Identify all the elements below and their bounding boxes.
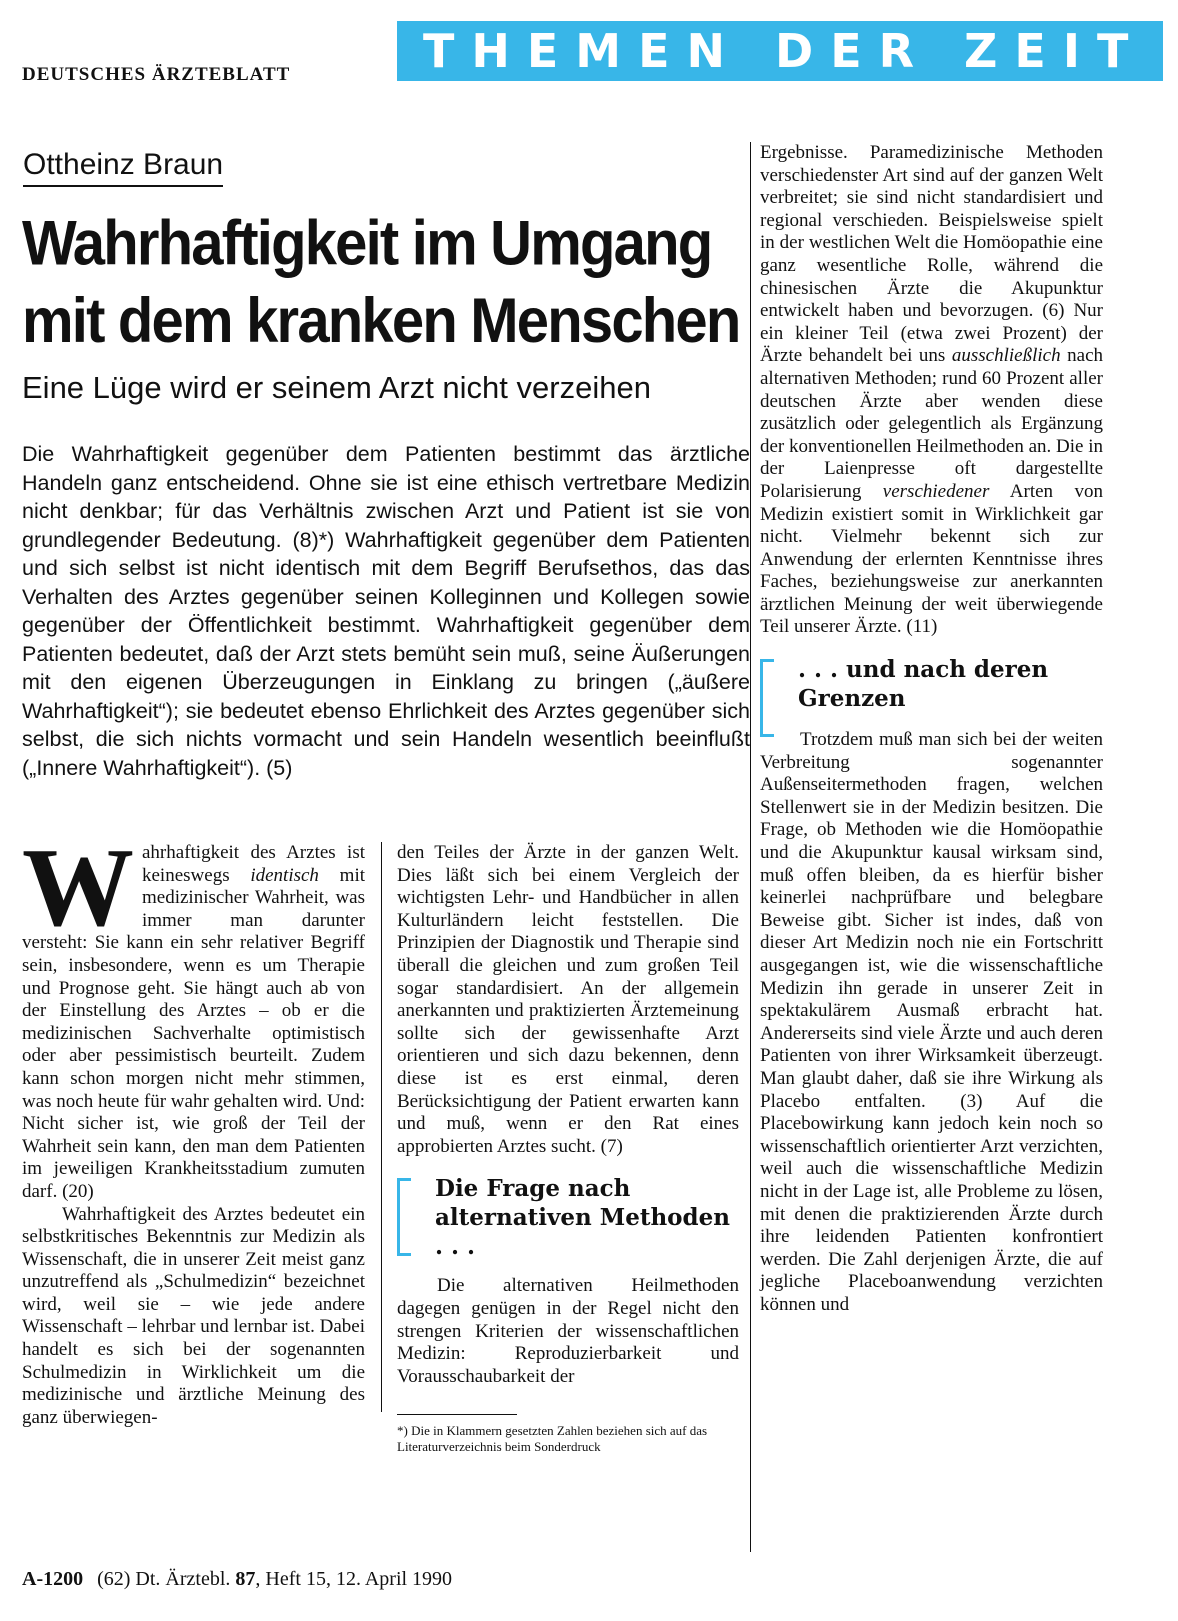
article-title (22, 205, 752, 361)
section-heading: Die Frage nach alternativen Methoden . . . (435, 1175, 730, 1261)
section-banner: THEMEN DER ZEIT (397, 21, 1163, 81)
article-subtitle: Eine Lüge wird er seinem Arzt nicht verzeihen (22, 370, 651, 405)
heading-bracket-icon (760, 659, 774, 737)
section-heading: . . . und nach deren Grenzen (798, 656, 1049, 713)
column-divider (381, 842, 382, 1412)
volume-number: 87 (235, 1568, 256, 1590)
column-divider (750, 142, 751, 1552)
citation-issue: , Heft 15, 12. April 1990 (255, 1568, 453, 1590)
text-run: Ergebnisse. Paramedizinische Methoden verschiedenster Art sind auf der ganzen Welt verbreitet; sie sind nicht standardisiert und regional verschieden. Beispielsweise spielt in der westlichen Welt die Homöopathie eine ganz wesentliche Rolle, während die chinesischen Ärzte die Akupunktur entwickelt haben und bevorzugen. (6) Nur ein kleiner Teil (etwa zwei Prozent) der Ärzte behandelt bei uns (760, 142, 1103, 367)
paragraph: Wahrhaftigkeit des Arztes bedeutet ein selbstkritisches Bekenntnis zur Medizin als Wissenschaft, die in unserer Zeit meist ganz unzutreffend als „Schulmedizin“ bezeichnet wird, weil sie – wie jede andere Wissenschaft – lehrbar und lernbar ist. Dabei handelt es sich bei der sogenannten Schulmedizin in Wirklichkeit um die medizinische und ärztliche Meinung des ganz überwiegen- (22, 1203, 365, 1428)
emphasis: ausschließlich (951, 345, 1061, 367)
emphasis: verschiedener (882, 480, 990, 502)
section-heading-block (397, 1174, 739, 1261)
footnote: *) Die in Klammern gesetzten Zahlen beziehen sich auf das Literaturverzeichnis beim Sonderdruck (397, 1423, 708, 1455)
body-column-2 (397, 842, 739, 1455)
footnote-rule (397, 1414, 517, 1415)
paragraph (22, 826, 366, 1204)
text-run: mit medizinischer Wahrheit, was immer man darunter versteht: Sie kann ein sehr relativer Begriff sein, insbesondere, wenn es um Therapie und Prognose geht. Sie hängt auch ab von der Einstellung des Arztes – ob er die medizinischen Sachverhalte optimistisch oder aber pessimistisch beurteilt. Zudem kann schon morgen nicht mehr stimmen, was noch heute für wahr gehalten wird. Und: Nicht sicher ist, wie groß der Teil der Wahrheit sein kann, den man dem Patienten im jeweiligen Krankheitsstadium zumuten darf. (20) (22, 864, 366, 1202)
paragraph: Trotzdem muß man sich bei der weiten Verbreitung sogenannter Außenseitermethoden fragen, welchen Stellenwert sie in der Medizin besitzen. Die Frage, ob Methoden wie die Homöopathie und die Akupunktur kausal wirksam sind, muß offen bleiben, da es hierfür bisher keinerlei nachprüfbare und belegbare Beweise gibt. Sicher ist indes, daß von dieser Art Medizin noch nie ein Fortschritt ausgegangen ist, wie die wissenschaftliche Medizin ihn gerade in unserer Zeit in spektakulärem Ausmaß erbracht hat. Andererseits sind viele Ärzte und auch deren Patienten von ihrer Wirksamkeit überzeugt. Man glaubt daher, daß sie ihre Wirkung als Placebo entfalten. (3) Auf die Placebowirkung kann jedoch kein noch so wissenschaftlich orientierter Arzt verzichten, weil auch die wissenschaftliche Medizin nicht in der Lage ist, alle Probleme zu lösen, mit denen die praktizierenden Ärzte durch ihre leidenden Patienten konfrontiert werden. Die Zahl derjenigen Ärzte, die auf jegliche Placeboanwendung verzichten können und (760, 729, 1103, 1315)
citation: (62) Dt. Ärztebl. (97, 1568, 236, 1590)
paragraph: Die alternativen Heilmethoden dagegen genügen in der Regel nicht den strengen Kriterien der wissenschaftlichen Medizin: Reproduzierbarkeit und Vorausschaubarkeit der (397, 1275, 739, 1387)
text-run: ahrhaftigkeit des Arztes ist keineswegs (142, 842, 365, 886)
section-heading-block (760, 655, 1103, 715)
body-column-1 (22, 826, 366, 1429)
text-run: Arten von Medizin existiert somit in Wirklichkeit gar nicht. Vielmehr bekennt sich zur Anwendung der erlernten Kenntnisse ihres Faches, beziehungsweise zur anerkannten ärztlichen Meinung der weit überwiegende Teil unserer Ärzte. (11) (760, 480, 1103, 638)
emphasis: identisch (250, 864, 319, 886)
drop-cap: W (22, 826, 134, 950)
text-run: nach alternativen Methoden; rund 60 Prozent aller deutschen Ärzte aber wenden diese zusätzlich oder gelegentlich als Ergänzung der konventionellen Heilmethoden an. Die in der Laienpresse oft dargestellte Polarisierung (760, 345, 1103, 502)
paragraph (760, 142, 1103, 639)
author-name: Ottheinz Braun (23, 148, 223, 187)
heading-bracket-icon (397, 1178, 411, 1256)
title-line-2: mit dem kranken Menschen (22, 286, 740, 357)
lead-paragraph: Die Wahrhaftigkeit gegenüber dem Patienten bestimmt das ärztliche Handeln ganz entscheidend. Ohne sie ist eine ethisch vertretbare Medizin nicht denkbar; für das Verhältnis zwischen Arzt und Patient ist sie von grundlegender Bedeutung. (8)*) Wahrhaftigkeit gegenüber dem Patienten und sich selbst ist nicht identisch mit dem Begriff Berufsethos, das das Verhalten des Arztes gegenüber seinen Kolleginnen und Kollegen sowie gegenüber der Öffentlichkeit bestimmt. Wahrhaftigkeit gegenüber dem Patienten bedeutet, daß der Arzt stets bemüht sein muß, seine Äußerungen mit den eigenen Überzeugungen in Einklang zu bringen („äußere Wahrhaftigkeit“); sie bedeutet ebenso Ehrlichkeit des Arztes gegenüber sich selbst, die sich nichts vormacht und sein Handeln wesentlich beeinflußt („Innere Wahrhaftigkeit“). (5) (22, 442, 750, 780)
body-column-3 (760, 142, 1103, 1317)
paragraph: den Teiles der Ärzte in der ganzen Welt. Dies läßt sich bei einem Vergleich der wichtigsten Lehr- und Handbücher in allen Kulturländern leicht feststellen. Die Prinzipien der Diagnostik und Therapie sind überall die gleichen und zum großen Teil sogar standardisiert. An der allgemein anerkannten und praktizierten Ärztemeinung sollte sich der gewissenhafte Arzt orientieren und sich dazu bekennen, denn diese ist es erst einmal, deren Berücksichtigung der Patient erwarten kann und muß, wenn er den Rat eines approbierten Arztes sucht. (7) (397, 842, 739, 1157)
page-footer (22, 1568, 452, 1591)
title-line-1: Wahrhaftigkeit im Umgang (22, 208, 712, 279)
page-number: A-1200 (22, 1568, 84, 1590)
journal-name: DEUTSCHES ÄRZTEBLATT (22, 64, 291, 85)
